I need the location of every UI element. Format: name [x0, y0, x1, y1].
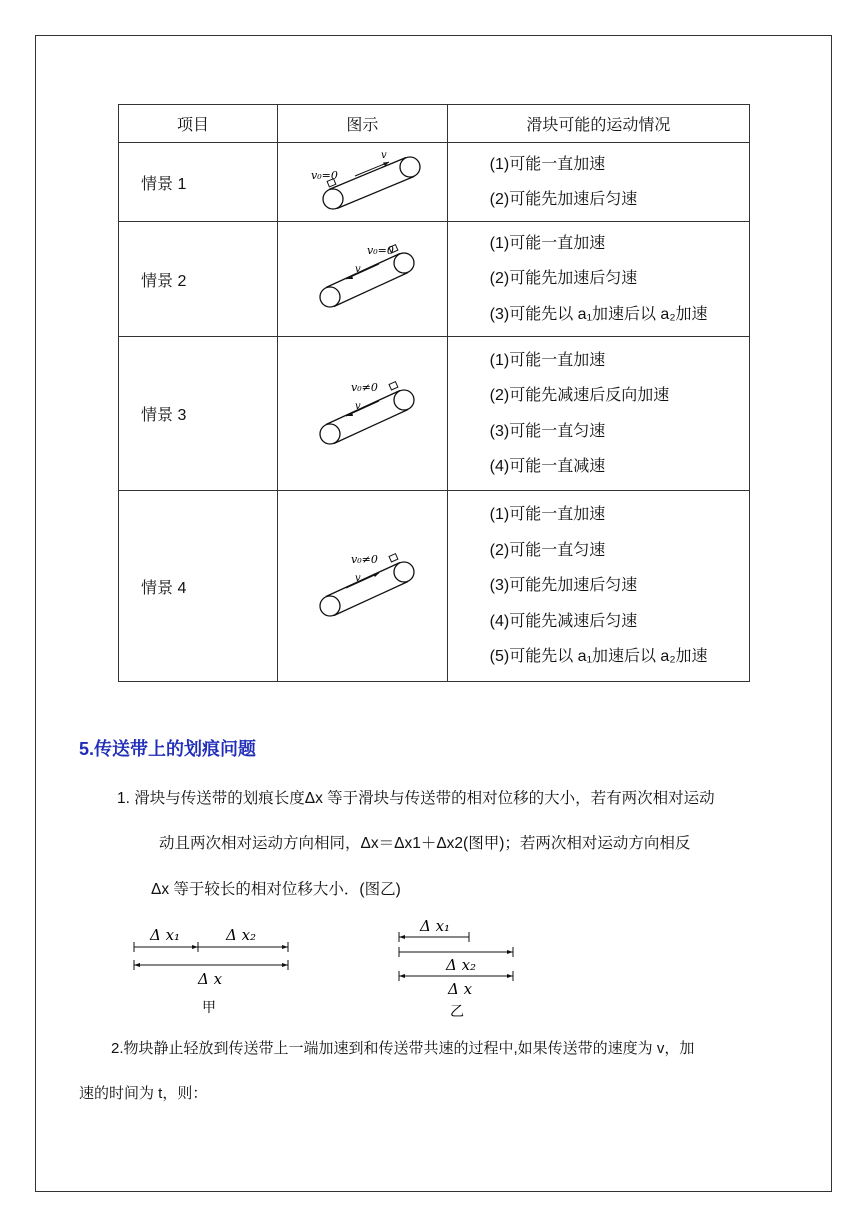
header-motion: 滑块可能的运动情况: [447, 105, 749, 143]
dx1-label: Δ x₁: [420, 917, 451, 935]
header-item: 项目: [119, 105, 278, 143]
motion-list: [447, 143, 749, 222]
v0-label: v₀=0: [311, 169, 339, 182]
v0-label: v₀≠0: [351, 553, 379, 566]
list-item: (5)可能先以 a₁加速后以 a₂加速: [489, 648, 708, 666]
v-label: v: [355, 264, 362, 275]
conveyor-diagram: [278, 222, 448, 337]
section-heading: 5.传送带上的划痕问题: [79, 739, 257, 759]
figure-caption: 乙: [450, 1004, 464, 1020]
scenario-label: 情景 4: [119, 491, 278, 682]
table-row: [119, 491, 750, 682]
v0-label: v₀=0: [367, 244, 395, 257]
list-item: (1)可能一直加速: [489, 351, 606, 369]
list-item: (2)可能先加速后匀速: [489, 191, 638, 208]
v-label: v: [355, 573, 362, 584]
list-item: (3)可能先以 a₁加速后以 a₂加速: [489, 305, 708, 323]
list-item: (2)可能先减速后反向加速: [489, 387, 670, 404]
motion-list: [447, 491, 749, 682]
list-item: (1)可能一直加速: [489, 155, 606, 173]
motion-list: [447, 337, 749, 491]
dx-label: Δ x: [198, 970, 223, 988]
v0-label: v₀≠0: [351, 380, 379, 394]
figure-yi: [392, 912, 522, 1022]
list-item: (4)可能一直减速: [489, 458, 606, 475]
list-item: (3)可能先加速后匀速: [489, 577, 638, 595]
scenario-label: 情景 1: [119, 143, 278, 222]
table-row: [119, 222, 750, 337]
header-figure: 图示: [278, 105, 448, 143]
table-row: [119, 337, 750, 491]
figure-jia: [128, 920, 298, 1020]
table-header-row: [119, 105, 750, 143]
scenario-label: 情景 2: [119, 222, 278, 337]
list-item: (1)可能一直加速: [489, 234, 606, 252]
scenario-label: 情景 3: [119, 337, 278, 491]
v-label: v: [381, 150, 388, 161]
list-item: (1)可能一直加速: [489, 506, 606, 524]
dx-label: Δ x: [448, 980, 473, 998]
dx2-label: Δ x₂: [226, 926, 257, 944]
dx1-label: Δ x₁: [150, 926, 181, 944]
paragraph-line: 1. 滑块与传送带的划痕长度Δx 等于滑块与传送带的相对位移的大小，若有两次相对运动: [117, 790, 715, 807]
table-row: [119, 143, 750, 222]
paragraph-line: 2.物块静止轻放到传送带上一端加速到和传送带共速的过程中,如果传送带的速度为 v，加: [111, 1040, 695, 1057]
v-label: v: [355, 400, 362, 412]
list-item: (4)可能先减速后匀速: [489, 612, 638, 630]
dx2-label: Δ x₂: [446, 956, 477, 974]
conveyor-diagram: [278, 143, 448, 222]
list-item: (3)可能一直匀速: [489, 422, 606, 440]
paragraph-line: 速的时间为 t，则：: [79, 1085, 208, 1102]
list-item: (2)可能一直匀速: [489, 541, 606, 559]
figure-caption: 甲: [202, 1000, 216, 1016]
conveyor-scenarios-table: [118, 104, 750, 682]
conveyor-diagram: [278, 337, 448, 491]
paragraph-line: 动且两次相对运动方向相同，Δx＝Δx1＋Δx2(图甲)；若两次相对运动方向相反: [159, 835, 691, 852]
motion-list: [447, 222, 749, 337]
list-item: (2)可能先加速后匀速: [489, 270, 638, 288]
paragraph-line: Δx 等于较长的相对位移大小．(图乙): [151, 881, 401, 898]
conveyor-diagram: [278, 491, 448, 682]
